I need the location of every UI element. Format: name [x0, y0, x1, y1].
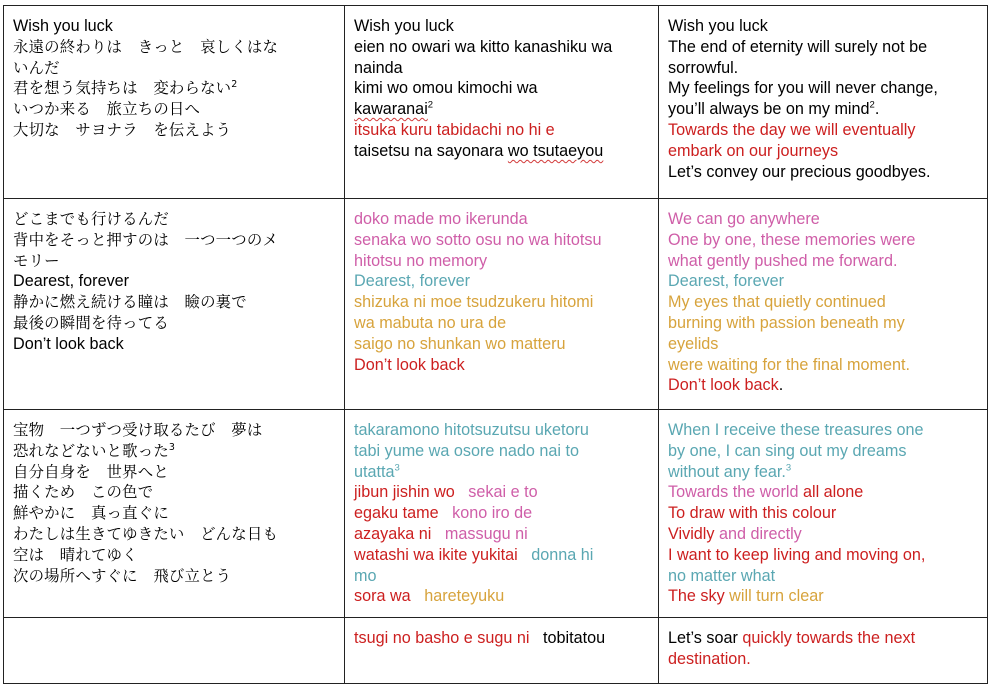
lyric-line: My eyes that quietly continued [668, 293, 886, 312]
lyric-line: Vividly and directly [668, 524, 802, 543]
lyric-line: Wish you luck [354, 17, 454, 35]
lyric-line: 大切な サヨナラ を伝えよう [13, 120, 232, 139]
lyric-line: 鮮やかに 真っ直ぐに [13, 504, 169, 523]
footnote-marker: 2 [869, 99, 875, 111]
lyric-line: Don’t look back. [668, 376, 784, 395]
lyric-line: utatta$^3$ [354, 462, 400, 481]
lyric-line: burning with passion beneath my [668, 313, 905, 332]
lyric-line: My feelings for you will never change, [668, 79, 938, 98]
lyric-line: モリー [13, 251, 60, 270]
lyric-line: tsugi no basho e sugu ni tobitatou [354, 629, 606, 647]
lyric-line: 静かに燃え続ける瞳は 瞼の裏で [13, 293, 247, 312]
japanese-cell [4, 6, 345, 199]
lyric-line: saigo no shunkan wo matteru [354, 334, 566, 353]
table-row [4, 199, 988, 410]
lyric-line: Let’s convey our precious goodbyes. [668, 162, 931, 181]
footnote-marker: 2 [427, 99, 434, 111]
english-cell [659, 410, 988, 618]
table-row [4, 618, 988, 684]
lyric-line: いんだ [13, 58, 60, 77]
lyric-line: 自分自身を 世界へと [13, 462, 169, 481]
lyric-line: mo [354, 566, 377, 585]
romaji-cell [345, 6, 659, 199]
lyric-line: itsuka kuru tabidachi no hi e [354, 120, 555, 139]
table-row [4, 410, 988, 618]
lyric-line: Let’s soar quickly towards the next [668, 629, 916, 647]
lyric-line: When I receive these treasures one [668, 421, 924, 439]
lyric-line: jibun jishin wo sekai e to [354, 483, 538, 502]
lyric-line: 最後の瞬間を待ってる [13, 313, 169, 332]
lyric-line: wa mabuta no ura de [354, 313, 507, 332]
lyric-line: sora wa hareteyuku [354, 587, 505, 606]
lyric-line: 描くため この色で [13, 483, 154, 502]
lyric-line: We can go anywhere [668, 210, 820, 228]
lyric-line: 背中をそっと押すのは 一つ一つのメ [13, 230, 279, 249]
lyric-line: kimi wo omou kimochi wa [354, 79, 538, 98]
lyric-line: わたしは生きてゆきたい どんな日も [13, 524, 279, 543]
lyric-line: egaku tame kono iro de [354, 504, 533, 523]
japanese-cell [4, 410, 345, 618]
lyric-line: Don’t look back [13, 334, 124, 353]
lyric-line: The end of eternity will surely not be [668, 37, 928, 56]
lyric-line: by one, I can sing out my dreams [668, 441, 907, 460]
lyric-line: One by one, these memories were [668, 230, 916, 249]
lyric-line: tabi yume wa osore nado nai to [354, 441, 579, 460]
lyric-line: I want to keep living and moving on, [668, 545, 926, 564]
lyric-line: were waiting for the final moment. [668, 355, 911, 374]
lyric-line: eyelids [668, 334, 719, 353]
lyric-line: いつか来る 旅立ちの日へ [13, 100, 201, 119]
spellcheck-underline: kawaranai [354, 100, 428, 119]
lyric-line: Wish you luck [668, 17, 768, 35]
lyric-line: destination. [668, 649, 751, 668]
lyric-line: 宝物 一つずつ受け取るたび 夢は [13, 421, 263, 439]
lyric-line: takaramono hitotsuzutsu uketoru [354, 421, 589, 439]
footnote-marker: 3 [168, 441, 176, 453]
english-cell [659, 618, 988, 684]
lyric-line: nainda [354, 58, 403, 77]
lyric-line: azayaka ni massugu ni [354, 524, 528, 543]
lyric-line [354, 99, 650, 120]
lyric-line: Towards the world all alone [668, 483, 864, 502]
lyric-line: hitotsu no memory [354, 251, 488, 270]
lyric-line: Dearest, forever [13, 272, 130, 291]
lyric-line: どこまでも行けるんだ [13, 210, 169, 228]
footnote-marker: 3 [394, 462, 400, 474]
lyric-line: shizuka ni moe tsudzukeru hitomi [354, 293, 594, 312]
english-cell [659, 199, 988, 410]
lyric-line: 恐れなどないと歌った$^3$ [13, 441, 176, 460]
footnote-marker: 2 [231, 79, 238, 91]
lyric-line: eien no owari wa kitto kanashiku wa [354, 37, 613, 56]
japanese-cell [4, 618, 345, 684]
lyric-line: without any fear.$^3$ [668, 462, 792, 481]
lyric-line: you’ll always be on my mind$^2$. [668, 99, 880, 119]
romaji-cell [345, 410, 659, 618]
table-row [4, 6, 988, 199]
lyric-line: watashi wa ikite yukitai donna hi [354, 545, 594, 564]
lyric-line: Dearest, forever [354, 272, 471, 291]
lyric-line: 君を想う気持ちは 変わらない$^2$ [13, 79, 238, 98]
spellcheck-underline: wo tsutaeyou [507, 141, 604, 160]
lyric-line: embark on our journeys [668, 141, 839, 160]
lyric-line: sorrowful. [668, 58, 739, 77]
lyric-line: senaka wo sotto osu no wa hitotsu [354, 230, 602, 249]
japanese-cell [4, 199, 345, 410]
lyrics-table [3, 5, 988, 684]
footnote-marker: 3 [785, 462, 792, 474]
lyric-line: doko made mo ikerunda [354, 210, 528, 228]
lyric-line: 永遠の終わりは きっと 哀しくはな [13, 37, 279, 56]
lyric-line: no matter what [668, 566, 776, 585]
lyric-line: Don’t look back [354, 355, 465, 374]
lyric-line: Towards the day we will eventually [668, 120, 916, 139]
lyric-line: taisetsu na sayonara wo tsutaeyou [354, 141, 604, 160]
romaji-cell [345, 199, 659, 410]
lyric-line: Dearest, forever [668, 272, 785, 291]
lyric-line: To draw with this colour [668, 504, 837, 523]
lyric-line: what gently pushed me forward. [668, 251, 898, 270]
romaji-cell [345, 618, 659, 684]
lyric-line: 空は 晴れてゆく [13, 545, 138, 564]
lyric-line: The sky will turn clear [668, 587, 824, 606]
lyric-line: 次の場所へすぐに 飛び立とう [13, 566, 232, 585]
english-cell [659, 6, 988, 199]
lyric-line: Wish you luck [13, 17, 113, 35]
